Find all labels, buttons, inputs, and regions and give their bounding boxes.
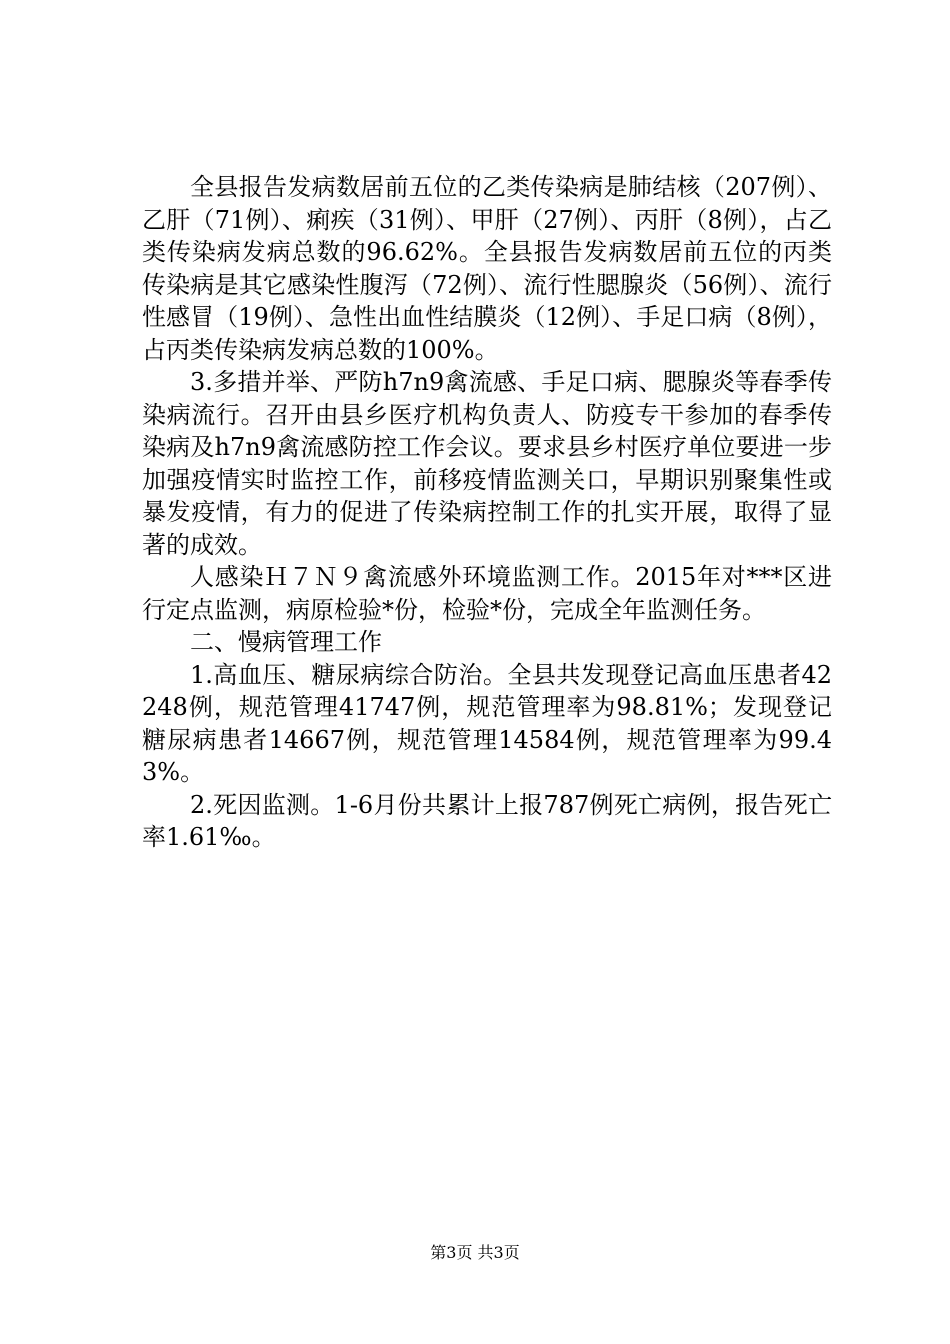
- paragraph-spring-prevention: 3.多措并举、严防h7n9禽流感、手足口病、腮腺炎等春季传染病流行。召开由县乡医疗机构负责人、防疫专干参加的春季传染病及h7n9禽流感防控工作会议。要求县乡村医疗单位要进一步加强疫情实时监控工作，前移疫情监测关口，早期识别聚集性或暴发疫情，有力的促进了传染病控制工作的扎实开展，取得了显著的成效。: [142, 368, 832, 559]
- paragraph-hypertension-diabetes: 1.高血压、糖尿病综合防治。全县共发现登记高血压患者42248例，规范管理41747例，规范管理率为98.81%；发现登记糖尿病患者14667例，规范管理14584例，规范管理率为99.43%。: [142, 660, 832, 786]
- section-heading-chronic-disease: 二、慢病管理工作: [190, 628, 382, 656]
- paragraph-h7n9-monitoring: 人感染Ｈ７Ｎ９禽流感外环境监测工作。2015年对***区进行定点监测，病原检验*份，检验*份，完成全年监测任务。: [142, 563, 832, 624]
- page-footer: 第3页 共3页: [430, 1243, 520, 1262]
- paragraph-disease-ranking: 全县报告发病数居前五位的乙类传染病是肺结核（207例）、乙肝（71例）、痢疾（31例）、甲肝（27例）、丙肝（8例），占乙类传染病发病总数的96.62%。全县报告发病数居前五位的丙类传染病是其它感染性腹泻（72例）、流行性腮腺炎（56例）、流行性感冒（19例）、急性出血性结膜炎（12例）、手足口病（8例），占丙类传染病发病总数的100%。: [142, 173, 832, 364]
- paragraph-death-cause-monitoring: 2.死因监测。1-6月份共累计上报787例死亡病例，报告死亡率1.61‰。: [142, 790, 832, 851]
- document-body: [142, 171, 832, 854]
